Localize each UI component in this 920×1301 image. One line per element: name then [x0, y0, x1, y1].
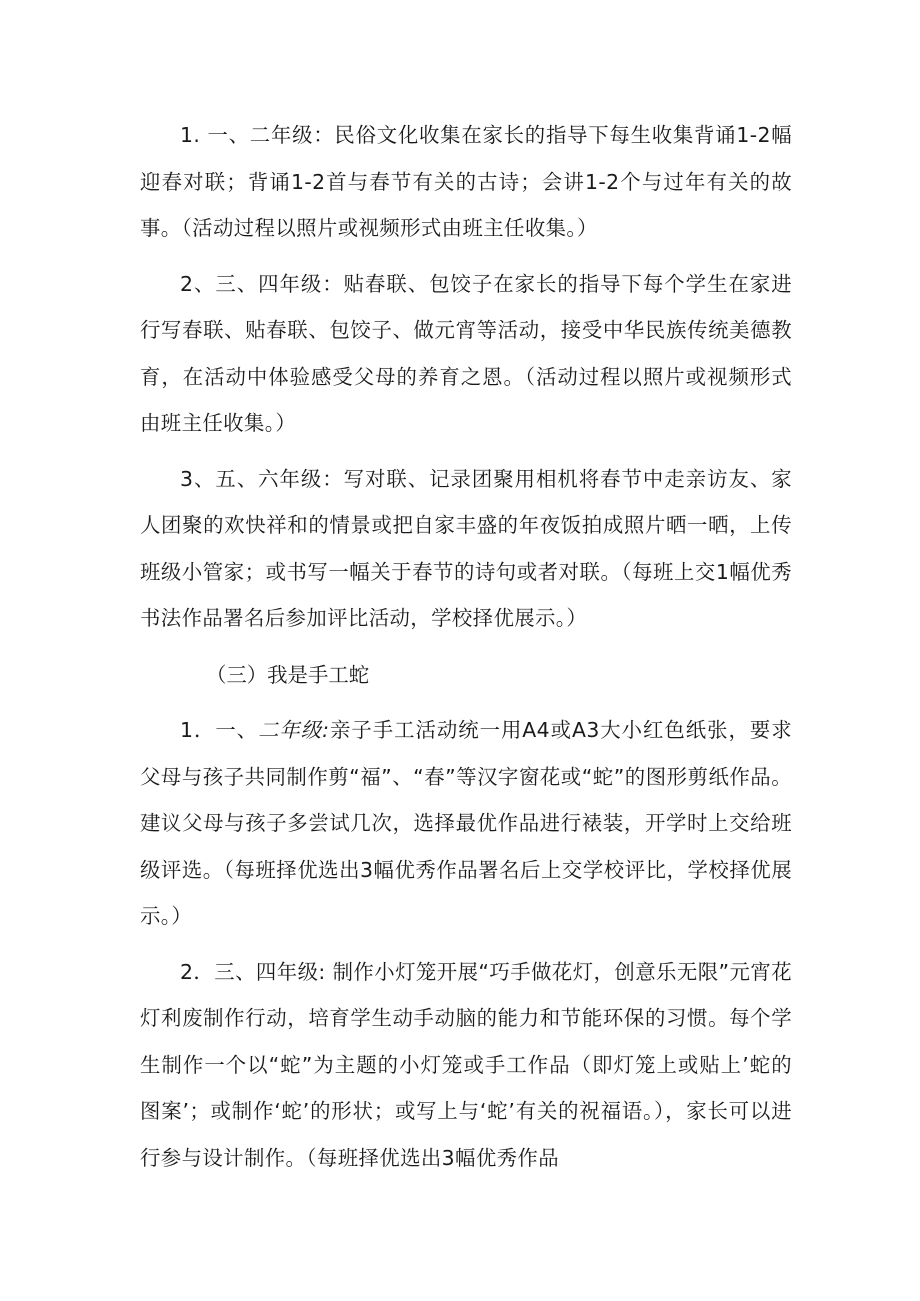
paragraph-grade-1-2-folk-culture: 1. 一、二年级：民俗文化收集在家长的指导下每生收集背诵1-2幅迎春对联；背诵1-2首与春节有关的古诗；会讲1-2个与过年有关的故事。（活动过程以照片或视频形式由班主任收集。） — [140, 123, 792, 240]
paragraph-handmade-grade-1-2 — [140, 707, 792, 940]
paragraph-grade-3-4-spring-couplets: 2、三、四年级：贴春联、包饺子在家长的指导下每个学生在家进行写春联、贴春联、包饺子、做元宵等活动，接受中华民族传统美德教育，在活动中体验感受父母的养育之恩。（活动过程以照片或视频形式由班主任收集。） — [140, 271, 792, 435]
item1-body: 亲子手工活动统一用A4或A3大小红色纸张，要求父母与孩子共同制作剪“福”、“春”等汉字窗花或“蛇”的图形剪纸作品。建议父母与孩子多尝试几次，选择最优作品进行裱装，开学时上交给班级评选。（每班择优选出3幅优秀作品署名后上交学校评比，学校择优展示。） — [140, 718, 792, 928]
paragraph-handmade-grade-3-4-lanterns: 2．三、四年级: 制作小灯笼开展“巧手做花灯，创意乐无限”元宵花灯利废制作行动，培育学生动手动脑的能力和节能环保的习惯。每个学生制作一个以“蛇”为主题的小灯笼或手工作品（即灯笼上或贴上’蛇的图案’；或制作‘蛇’的形状；或写上与‘蛇’有关的祝福语。），家长可以进行参与设计制作。（每班择优选出3幅优秀作品 — [140, 959, 792, 1170]
item1-grade-label: 二年级: — [258, 718, 330, 742]
item1-prefix: 1．一、 — [180, 718, 259, 742]
section-heading-handmade-snake: （三）我是手工蛇 — [206, 662, 370, 687]
document-body — [140, 112, 792, 1181]
paragraph-grade-5-6-reunion-photos: 3、五、六年级：写对联、记录团聚用相机将春节中走亲访友、家人团聚的欢快祥和的情景或把自家丰盛的年夜饭拍成照片晒一晒，上传班级小管家；或书写一幅关于春节的诗句或者对联。（每班上交1幅优秀书法作品署名后参加评比活动，学校择优展示。） — [140, 466, 792, 630]
